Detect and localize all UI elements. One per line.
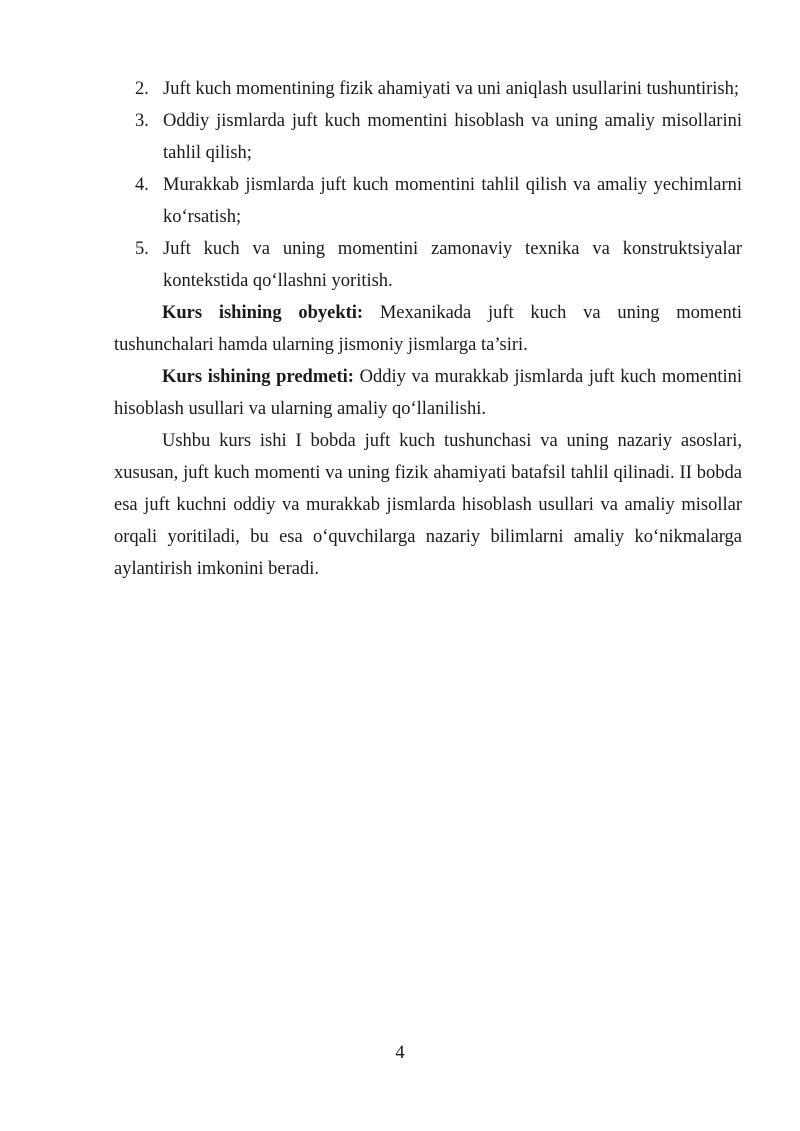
structure-paragraph — [114, 425, 742, 585]
list-item-number: 4. — [135, 175, 149, 195]
list-item-text: Murakkab jismlarda juft kuch momentini tahlil qilish va amaliy yechimlarni ko‘rsatish; — [163, 175, 742, 227]
object-label: Kurs ishining obyekti: — [162, 303, 364, 323]
list-item-text: Juft kuch va uning momentini zamonaviy texnika va konstruktsiyalar kontekstida qo‘llashni yoritish. — [163, 239, 742, 291]
page-number: 4 — [395, 1043, 405, 1063]
list-item-number: 3. — [135, 111, 149, 131]
list-item-number: 5. — [135, 239, 149, 259]
subject-label: Kurs ishining predmeti: — [162, 367, 354, 387]
object-paragraph — [114, 297, 742, 361]
subject-text: Oddiy va murakkab jismlarda juft kuch momentini hisoblash usullari va ularning amaliy qo‘llanilishi. — [114, 367, 743, 419]
list-item-text: Juft kuch momentining fizik ahamiyati va uni aniqlash usullarini tushuntirish; — [163, 79, 739, 99]
list-item — [114, 105, 742, 169]
list-item — [114, 233, 742, 297]
list-item — [114, 73, 742, 105]
object-text: Mexanikada juft kuch va uning momenti tushunchalari hamda ularning jismoniy jismlarga ta’siri. — [114, 303, 743, 355]
subject-paragraph — [114, 361, 742, 425]
numbered-list — [114, 73, 742, 297]
list-item-text: Oddiy jismlarda juft kuch momentini hisoblash va uning amaliy misollarini tahlil qilish; — [163, 111, 742, 163]
page-content — [114, 73, 742, 585]
list-item — [114, 169, 742, 233]
list-item-number: 2. — [135, 79, 149, 99]
structure-text: Ushbu kurs ishi I bobda juft kuch tushunchasi va uning nazariy asoslari, xususan, juft kuch momenti va uning fizik ahamiyati batafsil tahlil qilinadi. II bobda esa juft kuchni oddiy va murakkab jismlarda hisoblash usullari va amaliy misollar orqali yoritiladi, bu esa o‘quvchilarga nazariy bilimlarni amaliy ko‘nikmalarga aylantirish imkonini beradi. — [114, 431, 742, 579]
